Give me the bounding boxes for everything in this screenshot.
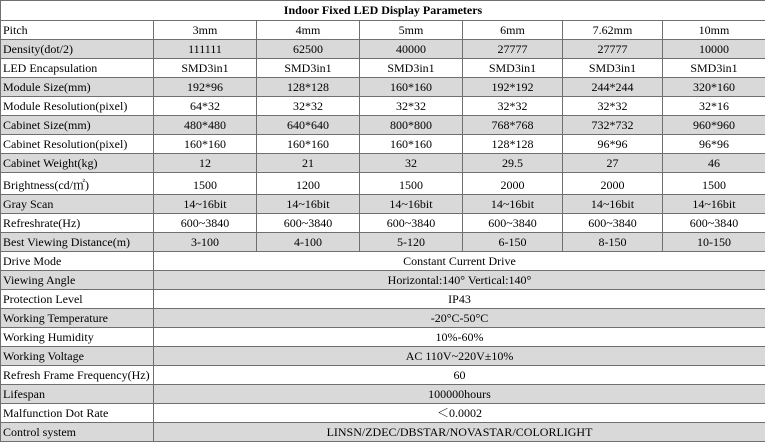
common-value: -20°C-50°C — [154, 309, 765, 328]
spec-value: 2000 — [563, 173, 663, 195]
spec-value: 768*768 — [463, 116, 563, 135]
spec-label: Cabinet Weight(kg) — [1, 154, 154, 173]
common-label: Working Voltage — [1, 347, 154, 366]
spec-label: Refreshrate(Hz) — [1, 214, 154, 233]
spec-value: SMD3in1 — [257, 59, 360, 78]
pitch-value: 4mm — [257, 21, 360, 40]
spec-value: 14~16bit — [463, 195, 563, 214]
common-value: Constant Current Drive — [154, 252, 765, 271]
spec-value: 160*160 — [154, 135, 257, 154]
spec-value: 160*160 — [360, 78, 463, 97]
common-label: Drive Mode — [1, 252, 154, 271]
spec-row — [1, 59, 765, 78]
spec-value: SMD3in1 — [463, 59, 563, 78]
spec-row — [1, 78, 765, 97]
common-row — [1, 347, 765, 366]
pitch-label: Pitch — [1, 21, 154, 40]
spec-label: LED Encapsulation — [1, 59, 154, 78]
spec-value: 1500 — [663, 173, 765, 195]
spec-value: 32*32 — [360, 97, 463, 116]
spec-value: 192*96 — [154, 78, 257, 97]
spec-value: 14~16bit — [563, 195, 663, 214]
pitch-value: 5mm — [360, 21, 463, 40]
spec-value: 32*32 — [257, 97, 360, 116]
spec-value: 8-150 — [563, 233, 663, 252]
common-row — [1, 423, 765, 442]
pitch-value: 6mm — [463, 21, 563, 40]
spec-value: 32*16 — [663, 97, 765, 116]
spec-value: 600~3840 — [257, 214, 360, 233]
spec-value: 244*244 — [563, 78, 663, 97]
table-body — [1, 1, 765, 442]
common-value: 60 — [154, 366, 765, 385]
spec-value: 160*160 — [360, 135, 463, 154]
title-row — [1, 1, 765, 21]
common-label: Malfunction Dot Rate — [1, 404, 154, 423]
common-row — [1, 309, 765, 328]
spec-value: 27777 — [463, 40, 563, 59]
spec-value: 40000 — [360, 40, 463, 59]
pitch-value: 10mm — [663, 21, 765, 40]
spec-label: Cabinet Resolution(pixel) — [1, 135, 154, 154]
spec-label: Best Viewing Distance(m) — [1, 233, 154, 252]
pitch-row — [1, 21, 765, 40]
common-row — [1, 252, 765, 271]
spec-value: 32*32 — [463, 97, 563, 116]
spec-value: 1500 — [360, 173, 463, 195]
pitch-value: 3mm — [154, 21, 257, 40]
common-label: Protection Level — [1, 290, 154, 309]
spec-label: Density(dot/2) — [1, 40, 154, 59]
spec-value: 128*128 — [257, 78, 360, 97]
spec-label: Gray Scan — [1, 195, 154, 214]
common-value: 100000hours — [154, 385, 765, 404]
common-label: Refresh Frame Frequency(Hz) — [1, 366, 154, 385]
common-value: Horizontal:140° Vertical:140° — [154, 271, 765, 290]
spec-label: Cabinet Size(mm) — [1, 116, 154, 135]
pitch-value: 7.62mm — [563, 21, 663, 40]
spec-value: 14~16bit — [257, 195, 360, 214]
spec-value: 600~3840 — [154, 214, 257, 233]
table-title: Indoor Fixed LED Display Parameters — [1, 1, 765, 21]
common-row — [1, 328, 765, 347]
spec-value: 600~3840 — [563, 214, 663, 233]
spec-value: 27 — [563, 154, 663, 173]
common-row — [1, 366, 765, 385]
spec-value: 32*32 — [563, 97, 663, 116]
spec-value: 12 — [154, 154, 257, 173]
spec-value: 600~3840 — [360, 214, 463, 233]
common-row — [1, 271, 765, 290]
spec-value: 4-100 — [257, 233, 360, 252]
spec-row — [1, 214, 765, 233]
common-label: Working Temperature — [1, 309, 154, 328]
spec-label: Module Resolution(pixel) — [1, 97, 154, 116]
spec-value: 62500 — [257, 40, 360, 59]
spec-value: 1200 — [257, 173, 360, 195]
spec-value: 21 — [257, 154, 360, 173]
spec-value: 46 — [663, 154, 765, 173]
spec-value: 600~3840 — [463, 214, 563, 233]
spec-value: 10-150 — [663, 233, 765, 252]
spec-value: SMD3in1 — [154, 59, 257, 78]
common-row — [1, 385, 765, 404]
spec-row — [1, 154, 765, 173]
common-label: Viewing Angle — [1, 271, 154, 290]
common-label: Working Humidity — [1, 328, 154, 347]
spec-value: 320*160 — [663, 78, 765, 97]
spec-value: SMD3in1 — [360, 59, 463, 78]
spec-value: 160*160 — [257, 135, 360, 154]
spec-value: 10000 — [663, 40, 765, 59]
common-label: Lifespan — [1, 385, 154, 404]
spec-value: 960*960 — [663, 116, 765, 135]
common-value: LINSN/ZDEC/DBSTAR/NOVASTAR/COLORLIGHT — [154, 423, 765, 442]
common-value: AC 110V~220V±10% — [154, 347, 765, 366]
spec-value: 800*800 — [360, 116, 463, 135]
common-value: IP43 — [154, 290, 765, 309]
spec-value: 14~16bit — [663, 195, 765, 214]
spec-value: 128*128 — [463, 135, 563, 154]
spec-value: 32 — [360, 154, 463, 173]
spec-value: SMD3in1 — [563, 59, 663, 78]
spec-value: 27777 — [563, 40, 663, 59]
spec-row — [1, 97, 765, 116]
spec-value: 192*192 — [463, 78, 563, 97]
spec-value: 640*640 — [257, 116, 360, 135]
spec-label: Module Size(mm) — [1, 78, 154, 97]
spec-row — [1, 173, 765, 195]
common-value: 10%-60% — [154, 328, 765, 347]
spec-label: Brightness(cd/㎡) — [1, 173, 154, 195]
spec-value: 1500 — [154, 173, 257, 195]
common-row — [1, 404, 765, 423]
spec-value: 732*732 — [563, 116, 663, 135]
spec-row — [1, 116, 765, 135]
common-label: Control system — [1, 423, 154, 442]
common-value: ＜0.0002 — [154, 404, 765, 423]
spec-value: SMD3in1 — [663, 59, 765, 78]
spec-value: 600~3840 — [663, 214, 765, 233]
spec-row — [1, 135, 765, 154]
spec-value: 29.5 — [463, 154, 563, 173]
spec-row — [1, 233, 765, 252]
spec-value: 96*96 — [663, 135, 765, 154]
spec-value: 480*480 — [154, 116, 257, 135]
spec-value: 3-100 — [154, 233, 257, 252]
spec-value: 64*32 — [154, 97, 257, 116]
common-row — [1, 290, 765, 309]
spec-value: 6-150 — [463, 233, 563, 252]
spec-row — [1, 195, 765, 214]
spec-value: 111111 — [154, 40, 257, 59]
spec-value: 2000 — [463, 173, 563, 195]
spec-value: 96*96 — [563, 135, 663, 154]
spec-value: 14~16bit — [154, 195, 257, 214]
spec-value: 5-120 — [360, 233, 463, 252]
spec-row — [1, 40, 765, 59]
spec-value: 14~16bit — [360, 195, 463, 214]
